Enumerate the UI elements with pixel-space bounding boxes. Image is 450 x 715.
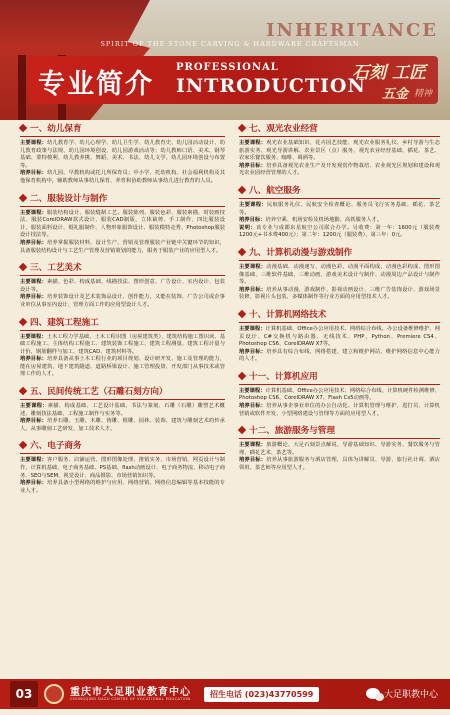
diamond-icon — [19, 263, 27, 271]
major-section — [20, 383, 225, 433]
paragraph-label: 主要课程： — [20, 457, 47, 464]
paragraph-text: 幼儿教育学、幼儿心理学、幼儿卫生学、幼儿教育史、幼儿园活动设计、幼儿教育政策与法规、幼儿园环境创设、幼儿园游戏活动等；幼儿教师口语、美术、钢琴基础、蒙特梭利、幼儿教养携、舞蹈、美术、书法、幼儿文学、幼儿园环境创设与布置等。 — [20, 140, 225, 169]
paragraph-label: 培养目标： — [20, 239, 47, 246]
paragraph-label: 主要课程： — [20, 209, 47, 216]
paragraph-text: 素描、色彩、构成基础、线描技法、图形创意、广告设计、室内设计、包装设计等。 — [20, 279, 225, 293]
header-banner — [0, 0, 450, 120]
paragraph-text: 该专业与成都东星航空公司联合办学。另收费：第一年：1600元（服装费1200元+书本费400元）；第二年：1200元（服装费），第三年：0元。 — [239, 224, 440, 239]
section-paragraph — [20, 210, 225, 240]
section-paragraph — [20, 294, 225, 309]
section-paragraph — [239, 287, 440, 302]
section-title: 三、工艺美术 — [30, 263, 82, 274]
paragraph-label: 主要课程： — [239, 442, 267, 449]
paragraph-label: 说明： — [239, 224, 257, 231]
paragraph-text: 幼儿园、早教机构或托儿所保育员；中小学、托幼机构、社会福利机构及其他保育机构中，辅助教师从事幼儿保育、养育和协助教师从事幼儿进行教育的人员。 — [20, 170, 225, 184]
section-paragraph — [20, 240, 225, 255]
paragraph-text: 培养装饰设计及艺术装饰品设计、创作能力，又能在装饰、广告公司或企事业单位从事室内设计、管理方面工作的应用型设计人才。 — [20, 294, 225, 308]
paragraph-text: 培养具有综合布线、网络搭建、建立和维护网站、维护网络信息中心能力的人才。 — [239, 348, 440, 363]
major-section — [20, 120, 225, 186]
paragraph-text: 培养从事动漫、游戏制作、影视动画设计、三维广告装饰设计、游戏场景装修、影视片头包装、多媒体制作等行业方面的应用型技术人才。 — [239, 286, 440, 301]
calligraphy-tail: 精神 — [413, 89, 432, 99]
paragraph-label: 主要课程： — [20, 140, 47, 146]
section-paragraph — [239, 264, 440, 287]
section-title: 六、电子商务 — [30, 441, 82, 452]
wechat-account — [366, 687, 438, 700]
watermark-text: INHERITANCE — [266, 20, 438, 41]
diamond-icon — [238, 186, 246, 194]
right-column — [239, 120, 440, 675]
footer — [0, 675, 450, 715]
section-title: 八、航空服务 — [249, 185, 301, 196]
major-section — [20, 259, 225, 309]
section-paragraph — [239, 388, 440, 403]
page-number: 03 — [10, 681, 38, 707]
section-paragraph — [239, 217, 440, 225]
paragraph-text: 培养从事旅游服务与酒店管理，具体为讲解员、导游、旅行社计调、酒店领班、茶艺师等应用型人才。 — [239, 457, 440, 472]
paragraph-label: 主要课程： — [239, 263, 267, 270]
paragraph-text: 计算机基础、Office办公应用技术、网络综合布线、办公设备维修维护、网页设计、C#交换机与路由器、无线技术、PHP、Python、Premiere CS4、Photoshop CS6、CorelDRAW X7等。 — [239, 325, 440, 348]
paragraph-text: 培养石雕、玉雕、木雕、铸雕、根雕、园林、装饰、建筑与雕刻艺术的传承人，从事雕刻工艺研发、加工技术人才。 — [20, 418, 225, 432]
school-logo-icon — [44, 684, 64, 704]
section-paragraph — [239, 140, 440, 163]
section-title: 五、民间传统工艺（石雕石刻方向） — [30, 387, 168, 398]
header-slogan: SPIRIT OF THE STONE CARVING & HARDWARE CRAFTSMAN — [100, 40, 360, 48]
paragraph-label: 主要课程： — [20, 403, 48, 410]
section-paragraph — [239, 349, 440, 364]
section-paragraph — [239, 202, 440, 217]
paragraph-text: 服装结构设计、服装缝制工艺、服装陈列、服装色彩、服装素描、时装画技法、服装CorelDRAW款式设计、服装CAD制版、立体裁剪、手工制作、四比服装设计、服装面料设计、婚礼服制作、人物形象服饰设计、服装模特走秀、Photoshop服装设计技法等。 — [20, 209, 225, 239]
section-heading — [20, 259, 225, 276]
major-section — [239, 306, 440, 364]
paragraph-label: 主要课程： — [239, 387, 266, 394]
major-section — [239, 422, 440, 472]
major-section — [239, 182, 440, 240]
title-banner — [28, 56, 438, 104]
paragraph-label: 主要课程： — [239, 140, 267, 146]
paragraph-label: 培养目标： — [239, 286, 267, 293]
major-section — [239, 244, 440, 302]
diamond-icon — [19, 193, 27, 201]
paragraph-label: 主要课程： — [239, 325, 266, 332]
section-title: 一、幼儿保育 — [30, 124, 82, 134]
section-paragraph — [20, 170, 225, 185]
paragraph-label: 主要课程： — [20, 333, 47, 340]
section-heading — [239, 368, 440, 385]
section-heading — [20, 190, 225, 207]
section-title: 十一、计算机应用 — [249, 371, 318, 382]
page-subtitle-en-1: PROFESSIONAL — [176, 62, 279, 73]
paragraph-text: 计算机基础、Office办公应用技术、网络综合布线、计算机硬件检测维修、Photoshop CS6、CorelDRAW X7、Flash Cs5动画等。 — [239, 387, 440, 402]
section-paragraph — [239, 225, 440, 240]
section-title: 九、计算机动漫与游戏制作 — [249, 247, 353, 258]
major-section — [239, 368, 440, 418]
paragraph-text: 旅游概论、大足石刻景点解说、导游基础知识、导游实务、餐饮服务与管理、插花艺术、茶艺等。 — [239, 442, 440, 456]
section-paragraph — [20, 279, 225, 294]
major-section — [239, 120, 440, 178]
paragraph-text: 素描、构成基础、工艺设计基础、书法与篆刻、石雕（石雕）雕塑艺术概述、雕刻技法基础、工程施工制作与实务等。 — [20, 403, 225, 417]
page-title: 专业简介 — [38, 69, 154, 100]
section-title: 十二、旅游服务与管理 — [249, 426, 335, 437]
major-section — [20, 437, 225, 495]
paragraph-label: 培养目标： — [20, 170, 47, 177]
paragraph-label: 培养目标： — [239, 403, 267, 410]
section-title: 二、服装设计与制作 — [30, 193, 108, 204]
paragraph-label: 培养目标： — [239, 457, 267, 464]
paragraph-text: 观光农业基础知识、花卉园艺技能、观光农业服务礼仪、乡村导游与生态旅游实务、观光导游讲解、农业景区（点）服务、观光农业经营基础、插花、茶艺、农家乐餐饮服务、咖啡、调酒等。 — [239, 140, 440, 162]
school-name: 重庆市大足职业教育中心 — [70, 687, 191, 698]
section-paragraph — [239, 457, 440, 472]
section-paragraph — [239, 403, 440, 418]
paragraph-label: 培养目标： — [20, 480, 47, 487]
section-heading — [239, 182, 440, 199]
paragraph-text: 培养掌握服装材料、设计生产、营销及管理服装产业链中关键环节的知识，具备服装结构设计与工艺生产管理及营销策划的能力，服务于服装产业的应用型人才。 — [20, 239, 225, 254]
paragraph-text: 动漫基础、动漫速写、动漫色彩、动漫平面构成、动漫色彩构成、图形图像基础、三维软件基础、三维动画、游戏美术设计与制作、动漫周边产品设计与制作等。 — [239, 263, 440, 286]
section-paragraph — [239, 326, 440, 349]
wechat-label: 大足职教中心 — [383, 690, 438, 700]
paragraph-text: 培养具备小型网络的维护与应用、网络营销、网络信息编辑等基本技能的专业人才。 — [20, 480, 225, 494]
paragraph-label: 培养目标： — [239, 348, 267, 355]
content-area — [20, 120, 440, 675]
diamond-icon — [238, 248, 246, 256]
section-heading — [239, 244, 440, 261]
left-column — [20, 120, 225, 675]
section-heading — [20, 120, 225, 137]
section-title: 四、建筑工程施工 — [30, 317, 99, 328]
diamond-icon — [19, 387, 27, 395]
paragraph-text: 培养从事企事业单位的办公自动化、计算机管理与维护、进打员、计算机营销或软件开发、小型网络建设与管理等方面的应用型人才。 — [239, 403, 440, 417]
section-title: 十、计算机网络技术 — [249, 309, 327, 320]
section-heading — [20, 383, 225, 400]
paragraph-text: 培养具备观光农业生产及开发观赏作物栽培、农业观光区规划和建设和观光农业园经营管理的人才。 — [239, 162, 440, 177]
enrollment-phone: 招生电话 (023)43770599 — [204, 687, 319, 702]
section-paragraph — [239, 442, 440, 457]
school-name-en: CHONGQING DAZU CENTRE OF VOCATIONAL EDUCATION — [70, 697, 191, 701]
diamond-icon — [19, 124, 27, 132]
paragraph-text: 土木工程力学基础、土木工程识图（房屋建筑类）、建筑结构施工图识读、基础工程施工、主体结构工程施工、建筑装饰工程施工、建筑工程测量、建筑工程计量与计价、钢筋翻样与加工、建筑CAD、建筑材料等。 — [20, 333, 225, 355]
paragraph-label: 培养目标： — [20, 294, 47, 301]
paragraph-text: 客户服务、店铺运营、图形图像处理、推销实务、市场营销、网页设计与制作、计算机基础、电子商务基础、PS基础、flash动画设计、电子商务物流、移动电子商务、SEO与SEM、视觉设计、商品摄影、市场营销知识等。 — [20, 457, 225, 479]
section-paragraph — [20, 356, 225, 379]
paragraph-label: 主要课程： — [239, 201, 267, 208]
major-section — [20, 314, 225, 380]
section-heading — [20, 437, 225, 454]
page-subtitle-en-2: INTRODUCTION — [176, 75, 366, 97]
paragraph-label: 主要课程： — [20, 279, 47, 286]
calligraphy-main: 石刻 工匠 — [352, 63, 426, 83]
paragraph-text: 民航服务礼仪、民航安全检查概论、服务员飞行实务基础、插花、茶艺等。 — [239, 201, 440, 216]
paragraph-label: 培养目标： — [20, 356, 47, 363]
section-paragraph — [20, 457, 225, 480]
section-paragraph — [20, 334, 225, 357]
diamond-icon — [238, 310, 246, 318]
paragraph-text: 培养空乘、机场安检及机场地勤、高铁服务人才。 — [265, 217, 383, 224]
section-paragraph — [20, 403, 225, 418]
paragraph-text: 培养具备从事土木工程行业的项目规划、设计研开发、施工及管理的能力，能在房屋建筑、地下建筑隧道、道路桥梁设计、施工管理投资、开发部门从事技术或管理工作的人才。 — [20, 356, 225, 378]
section-heading — [239, 422, 440, 439]
section-heading — [239, 120, 440, 137]
diamond-icon — [19, 317, 27, 325]
diamond-icon — [238, 372, 246, 380]
section-heading — [239, 306, 440, 323]
diamond-icon — [19, 441, 27, 449]
paragraph-label: 培养目标： — [20, 418, 47, 425]
section-paragraph — [20, 480, 225, 495]
section-paragraph — [239, 163, 440, 178]
pavilion-pillar — [18, 55, 26, 120]
wechat-icon — [366, 688, 380, 699]
section-title: 七、观光农业经营 — [249, 124, 318, 134]
paragraph-label: 培养目标： — [239, 162, 267, 169]
calligraphy-sub: 五金 — [381, 87, 408, 102]
diamond-icon — [238, 426, 246, 434]
section-paragraph — [20, 418, 225, 433]
diamond-icon — [238, 124, 246, 132]
section-paragraph — [20, 140, 225, 170]
major-section — [20, 190, 225, 256]
section-heading — [20, 314, 225, 331]
paragraph-label: 培养目标： — [239, 217, 266, 224]
